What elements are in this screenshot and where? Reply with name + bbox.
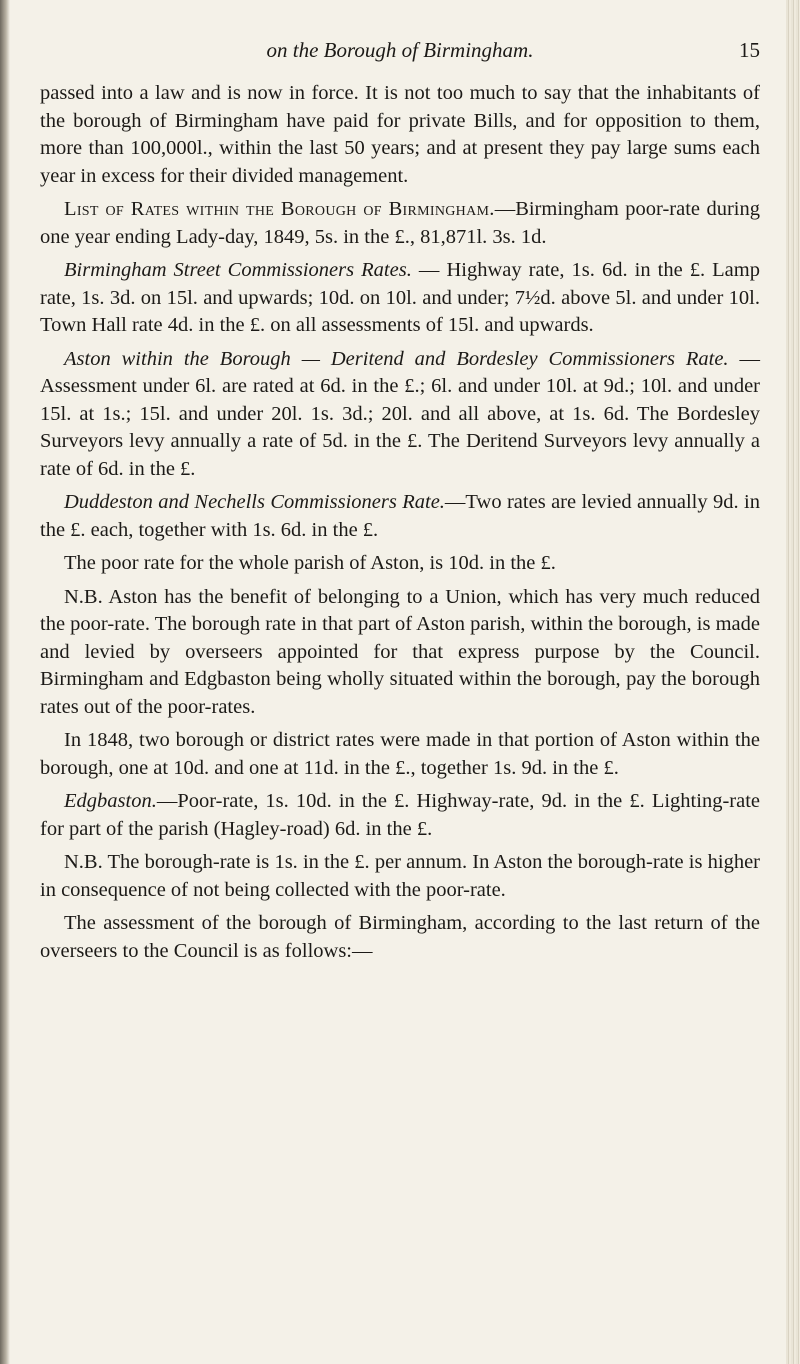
- subheading: Edgbaston.: [64, 790, 157, 812]
- paragraph-aston-deritend: Aston within the Borough — Deritend and Bordesley Commissioners Rate. — Assessment under 6l. are rated at 6d. in the £.; 6l. and under 10l. at 9d.; 10l. and under 15l. at 1s.; 15l. and under 20l. 1s. 3d.; 20l. and all above, at 1s. 6d. The Bordesley Surveyors levy annually a rate of 5d. in the £. The Deritend Surveyors levy annually a rate of 6d. in the £.: [40, 347, 760, 480]
- page-header: [40, 38, 760, 72]
- body-text: [40, 80, 760, 965]
- running-head: on the Borough of Birmingham.: [266, 38, 534, 62]
- paragraph-street-commissioners: Birmingham Street Commissioners Rates. — Highway rate, 1s. 6d. in the £. Lamp rate, 1s. 3d. on 15l. and upwards; 10d. on 10l. and under; 7½d. above 5l. and under 10l. Town Hall rate 4d. in the £. on all assessments of 15l. and upwards.: [40, 259, 760, 336]
- book-page: [40, 38, 760, 971]
- paragraph-aston-union-note: N.B. Aston has the benefit of belonging to a Union, which has very much reduced the poor-rate. The borough rate in that part of Aston parish, within the borough, is made and levied by overseers appointed for that express purpose by the Council. Birmingham and Edgbaston being wholly situated within the borough, pay the borough rates out of the poor-rates.: [40, 585, 760, 718]
- page-edge: [786, 0, 800, 1364]
- page-number: 15: [739, 38, 760, 62]
- page-gutter-shadow: [0, 0, 10, 1364]
- section-heading: List of Rates within the Borough of Birmingham.: [64, 198, 495, 220]
- subheading: Birmingham Street Commissioners Rates.: [64, 259, 412, 281]
- paragraph-1848-rates: In 1848, two borough or district rates were made in that portion of Aston within the borough, one at 10d. and one at 11d. in the £., together 1s. 9d. in the £.: [40, 729, 760, 779]
- paragraph-aston-poor-rate: The poor rate for the whole parish of Aston, is 10d. in the £.: [64, 552, 556, 574]
- paragraph-edgbaston: Edgbaston.—Poor-rate, 1s. 10d. in the £. Highway-rate, 9d. in the £. Lighting-rate for part of the parish (Hagley-road) 6d. in the £.: [40, 790, 760, 840]
- paragraph-borough-rate-note: N.B. The borough-rate is 1s. in the £. per annum. In Aston the borough-rate is higher in consequence of not being collected with the poor-rate.: [40, 851, 760, 901]
- subheading: Duddeston and Nechells Commissioners Rate.: [64, 491, 445, 513]
- subheading: Aston within the Borough — Deritend and Bordesley Commissioners Rate.: [64, 347, 729, 370]
- paragraph-list-of-rates: List of Rates within the Borough of Birmingham.—Birmingham poor-rate during one year ending Lady-day, 1849, 5s. in the £., 81,871l. 3s. 1d.: [40, 198, 760, 248]
- paragraph-duddeston: Duddeston and Nechells Commissioners Rate.—Two rates are levied annually 9d. in the £. each, together with 1s. 6d. in the £.: [40, 491, 760, 541]
- paragraph-assessment: The assessment of the borough of Birmingham, according to the last return of the overseers to the Council is as follows:—: [40, 912, 760, 962]
- paragraph-intro: passed into a law and is now in force. It is not too much to say that the inhabitants of the borough of Birmingham have paid for private Bills, and for opposition to them, more than 100,000l., within the last 50 years; and at present they pay large sums each year in excess for their divided management.: [40, 82, 760, 187]
